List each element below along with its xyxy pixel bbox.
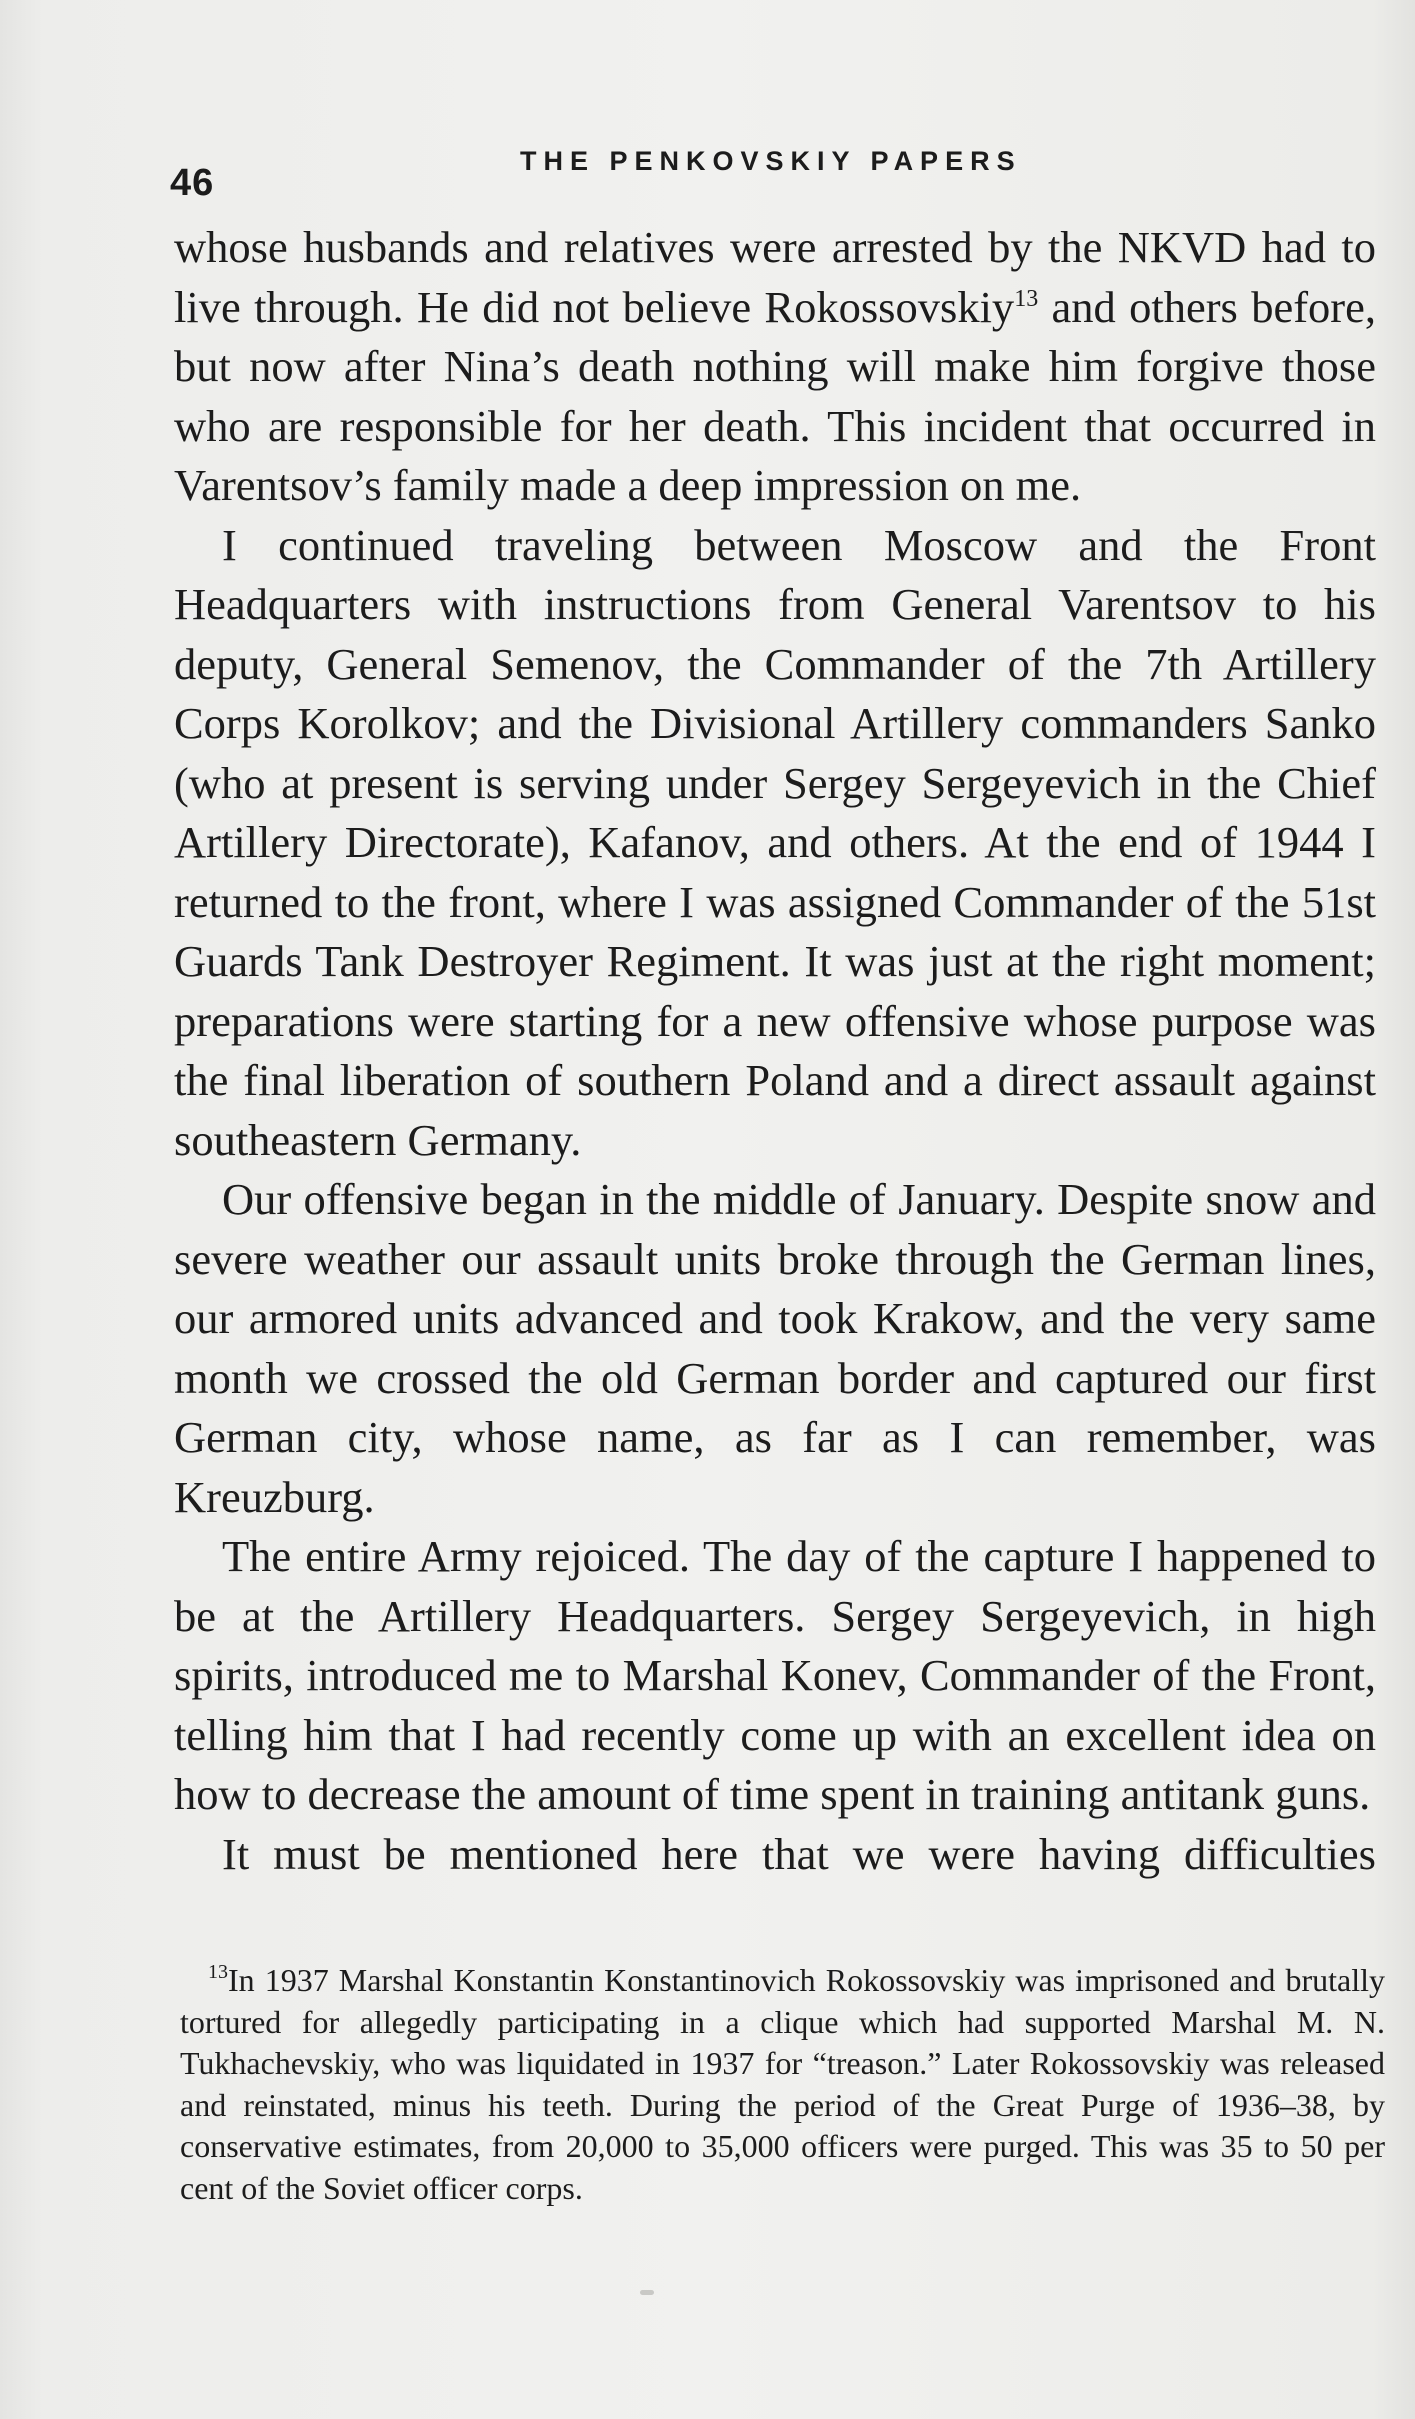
footnote-number: 13 — [208, 1961, 228, 1983]
paragraph-3: Our offensive began in the middle of January. Despite snow and severe weather our assault units broke through the German lines, our armored units advanced and took Krakow, and the very same month we crossed the old German border and captured our first German city, whose name, as far as I can remember, was Kreuzburg. — [174, 1174, 1376, 1522]
page-header — [168, 142, 1378, 202]
paragraph-2: I continued traveling between Moscow and the Front Headquarters with instructions from General Varentsov to his deputy, General Semenov, the Commander of the 7th Artillery Corps Korolkov; and the Divisional Artillery commanders Sanko (who at present is serving under Sergey Sergeyevich in the Chief Artillery Directorate), Kafanov, and others. At the end of 1944 I returned to the front, where I was assigned Commander of the 51st Guards Tank Destroyer Regiment. It was just at the right moment; preparations were starting for a new offensive whose purpose was the final liberation of southern Poland and a direct assault against southeastern Germany. — [174, 519, 1376, 1165]
body-text — [174, 218, 1376, 1884]
paragraph-5: It must be mentioned here that we were having difficulties — [222, 1828, 1376, 1879]
paper-speck — [640, 2290, 654, 2295]
paragraph-1-text-a: whose husbands and relatives were arrested by the NKVD had to live through. He did not believe Rokossovskiy — [174, 222, 1376, 332]
footnote-reference: 13 — [1014, 285, 1039, 312]
footnote-paragraph — [180, 1960, 1385, 2209]
paragraph-1 — [174, 218, 1376, 516]
page-number: 46 — [170, 162, 215, 204]
paragraph-1-text-b: and others before, but now after Nina’s death nothing will make him forgive those who are responsible for her death. This incident that occurred in Varentsov’s family made a deep impression on me. — [174, 281, 1376, 510]
running-title: THE PENKOVSKIY PAPERS — [520, 146, 1022, 176]
paragraph-4: The entire Army rejoiced. The day of the capture I happened to be at the Artillery Headquarters. Sergey Sergeyevich, in high spirits, introduced me to Marshal Konev, Commander of the Front, telling him that I had recently come up with an excellent idea on how to decrease the amount of time spent in training antitank guns. — [174, 1531, 1376, 1819]
footnote-text: In 1937 Marshal Konstantin Konstantinovich Rokossovskiy was imprisoned and brutally tortured for allegedly participating in a clique which had supported Marshal M. N. Tukhachevskiy, who was liquidated in 1937 for “treason.” Later Rokossovskiy was released and reinstated, minus his teeth. During the period of the Great Purge of 1936–38, by conservative estimates, from 20,000 to 35,000 officers were purged. This was 35 to 50 per cent of the Soviet officer corps. — [180, 1962, 1385, 2206]
footnote — [180, 1960, 1385, 2209]
